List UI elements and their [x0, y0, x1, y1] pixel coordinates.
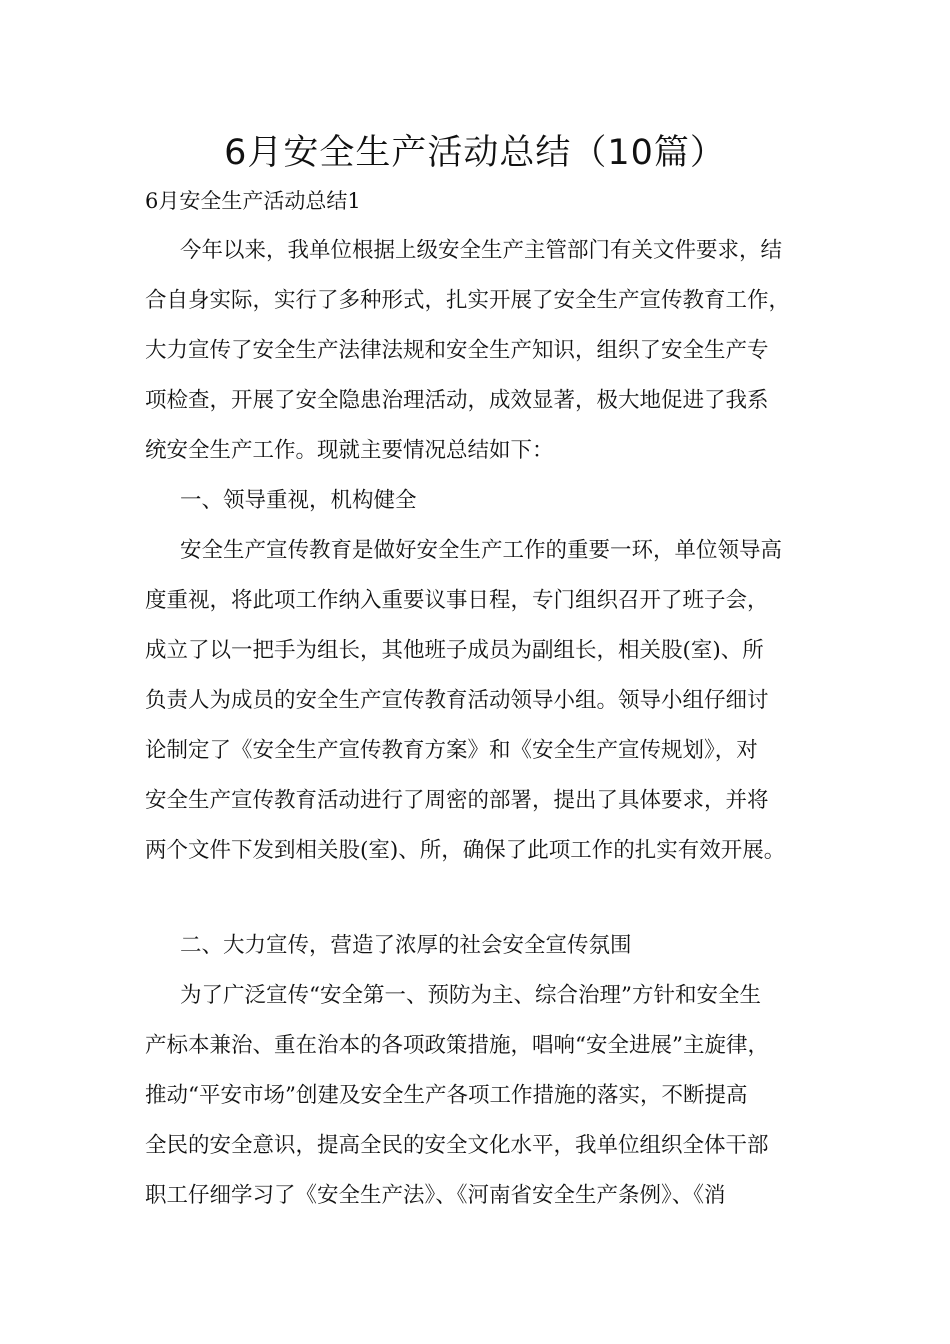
section-subtitle: 6月安全生产活动总结1 — [145, 189, 361, 213]
paragraph-line: 职工仔细学习了《安全生产法》、《河南省安全生产条例》、《消 — [145, 1183, 726, 1208]
paragraph-line: 合自身实际，实行了多种形式，扎实开展了安全生产宣传教育工作， — [145, 288, 791, 313]
paragraph-line: 成立了以一把手为组长，其他班子成员为副组长，相关股(室)、所 — [145, 638, 764, 663]
paragraph-line: 全民的安全意识，提高全民的安全文化水平，我单位组织全体干部 — [145, 1133, 769, 1158]
paragraph-line: 产标本兼治、重在治本的各项政策措施，唱响“安全进展”主旋律， — [145, 1033, 769, 1058]
paragraph-line: 统安全生产工作。现就主要情况总结如下： — [145, 438, 554, 463]
paragraph-line: 度重视，将此项工作纳入重要议事日程，专门组织召开了班子会， — [145, 588, 769, 613]
paragraph-line: 论制定了《安全生产宣传教育方案》和《安全生产宣传规划》，对 — [145, 738, 758, 763]
paragraph-line: 大力宣传了安全生产法律法规和安全生产知识，组织了安全生产专 — [145, 338, 769, 363]
paragraph-line: 推动“平安市场”创建及安全生产各项工作措施的落实，不断提高 — [145, 1083, 748, 1108]
paragraph-line: 安全生产宣传教育是做好安全生产工作的重要一环，单位领导高 — [180, 538, 783, 563]
section-heading-2: 二、大力宣传，营造了浓厚的社会安全宣传氛围 — [180, 933, 632, 958]
paragraph-line: 负责人为成员的安全生产宣传教育活动领导小组。领导小组仔细讨 — [145, 688, 769, 713]
paragraph-line: 今年以来，我单位根据上级安全生产主管部门有关文件要求，结 — [180, 238, 783, 263]
paragraph-line: 项检查，开展了安全隐患治理活动，成效显著，极大地促进了我系 — [145, 388, 769, 413]
paragraph-line: 安全生产宣传教育活动进行了周密的部署，提出了具体要求，并将 — [145, 788, 769, 813]
section-heading-1: 一、领导重视，机构健全 — [180, 488, 417, 513]
paragraph-line: 为了广泛宣传“安全第一、预防为主、综合治理”方针和安全生 — [180, 983, 761, 1008]
paragraph-line: 两个文件下发到相关股(室)、所，确保了此项工作的扎实有效开展。 — [145, 838, 786, 863]
document-title: 6月安全生产活动总结（10篇） — [224, 133, 726, 173]
